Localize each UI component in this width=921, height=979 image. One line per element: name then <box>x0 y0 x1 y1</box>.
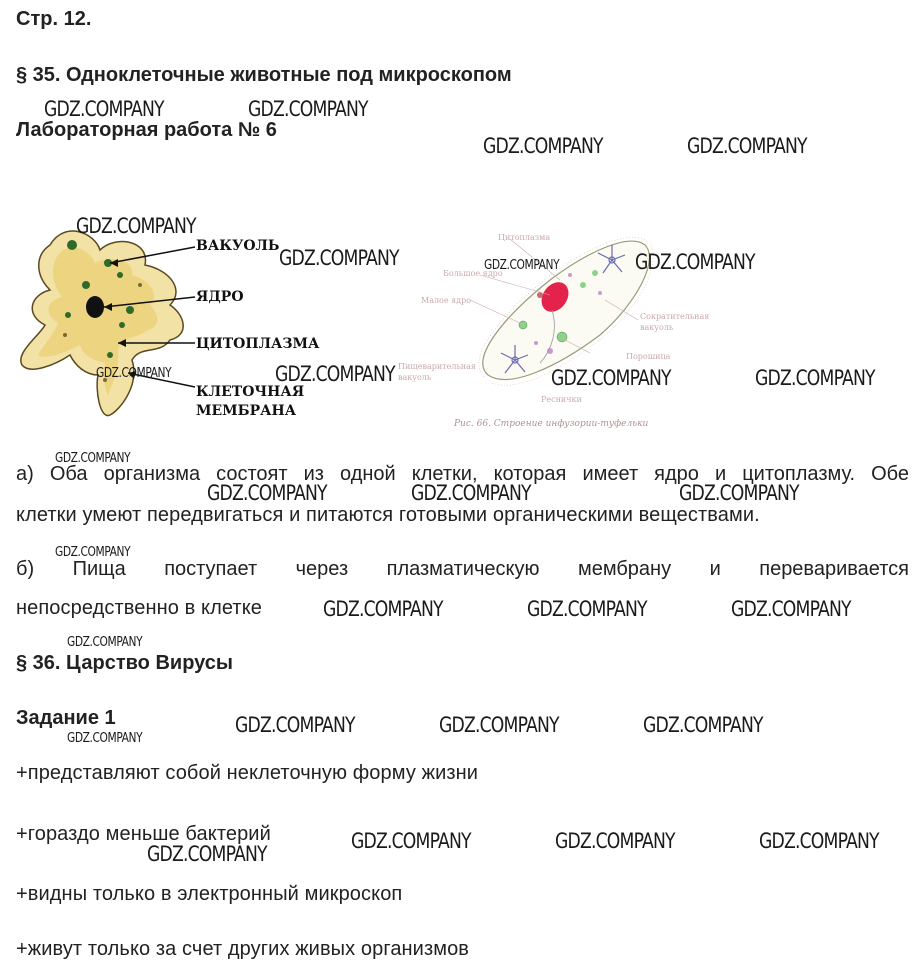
page-label: Стр. 12. <box>16 8 92 30</box>
amoeba-label-membrane-1: КЛЕТОЧНАЯ <box>196 384 305 400</box>
watermark: GDZ.COMPANY <box>44 97 164 121</box>
watermark: GDZ.COMPANY <box>411 481 531 505</box>
watermark: GDZ.COMPANY <box>687 134 807 158</box>
watermark: GDZ.COMPANY <box>55 545 131 560</box>
watermark: GDZ.COMPANY <box>279 246 399 270</box>
answer-b-line-1: б) Пища поступает через плазматическую мембрану и переваривается <box>16 558 909 580</box>
watermark: GDZ.COMPANY <box>67 635 143 650</box>
watermark: GDZ.COMPANY <box>731 597 851 621</box>
watermark: GDZ.COMPANY <box>759 829 879 853</box>
paramecium-label-cilia: Реснички <box>541 395 582 404</box>
watermark: GDZ.COMPANY <box>67 731 143 746</box>
paramecium-label-digestive-1: Пищеварительная <box>398 362 476 371</box>
paramecium-caption: Рис. 66. Строение инфузории-туфельки <box>454 419 649 429</box>
watermark: GDZ.COMPANY <box>248 97 368 121</box>
list-item: +представляют собой неклеточную форму жизни <box>16 762 479 784</box>
task-1-title: Задание 1 <box>16 707 116 729</box>
paramecium-label-small-nucleus: Малое ядро <box>421 296 472 305</box>
amoeba-label-vacuole: ВАКУОЛЬ <box>196 238 280 254</box>
watermark: GDZ.COMPANY <box>635 250 755 274</box>
section-36-title: § 36. Царство Вирусы <box>16 652 233 674</box>
watermark: GDZ.COMPANY <box>755 366 875 390</box>
paramecium-label-digestive-2: вакуоль <box>398 373 432 382</box>
watermark: GDZ.COMPANY <box>235 713 355 737</box>
lab-work-title: Лабораторная работа № 6 <box>16 119 277 141</box>
watermark: GDZ.COMPANY <box>147 842 267 866</box>
section-35-title: § 35. Одноклеточные животные под микроскопом <box>16 64 512 86</box>
watermark: GDZ.COMPANY <box>96 366 172 381</box>
list-item: +гораздо меньше бактерий <box>16 823 271 845</box>
answer-a-line-1: а) Оба организма состоят из одной клетки, которая имеет ядро и цитоплазму. Обе <box>16 463 909 485</box>
watermark: GDZ.COMPANY <box>484 258 560 273</box>
paramecium-label-big-nucleus: Большое ядро <box>443 269 503 278</box>
paramecium-label-cytoplasm: Цитоплазма <box>498 233 551 242</box>
watermark: GDZ.COMPANY <box>679 481 799 505</box>
watermark: GDZ.COMPANY <box>55 451 131 466</box>
watermark: GDZ.COMPANY <box>207 481 327 505</box>
watermark: GDZ.COMPANY <box>527 597 647 621</box>
amoeba-label-cytoplasm: ЦИТОПЛАЗМА <box>196 336 320 352</box>
list-item: +живут только за счет других живых организмов <box>16 938 470 960</box>
paramecium-label-cell-mouth: Порошица <box>626 352 671 361</box>
answer-a-line-2: клетки умеют передвигаться и питаются готовыми органическими веществами. <box>16 504 760 526</box>
amoeba-label-nucleus: ЯДРО <box>196 289 244 305</box>
list-item: +видны только в электронный микроскоп <box>16 883 403 905</box>
paramecium-label-contractile-2: вакуоль <box>640 323 674 332</box>
paramecium-label-contractile-1: Сократительная <box>640 312 710 321</box>
watermark: GDZ.COMPANY <box>439 713 559 737</box>
watermark: GDZ.COMPANY <box>555 829 675 853</box>
amoeba-label-membrane-2: МЕМБРАНА <box>196 403 297 419</box>
answer-b-line-2: непосредственно в клетке <box>16 597 262 619</box>
watermark: GDZ.COMPANY <box>351 829 471 853</box>
watermark: GDZ.COMPANY <box>643 713 763 737</box>
watermark: GDZ.COMPANY <box>275 362 395 386</box>
watermark: GDZ.COMPANY <box>76 214 196 238</box>
watermark: GDZ.COMPANY <box>323 597 443 621</box>
watermark: GDZ.COMPANY <box>483 134 603 158</box>
watermark: GDZ.COMPANY <box>551 366 671 390</box>
